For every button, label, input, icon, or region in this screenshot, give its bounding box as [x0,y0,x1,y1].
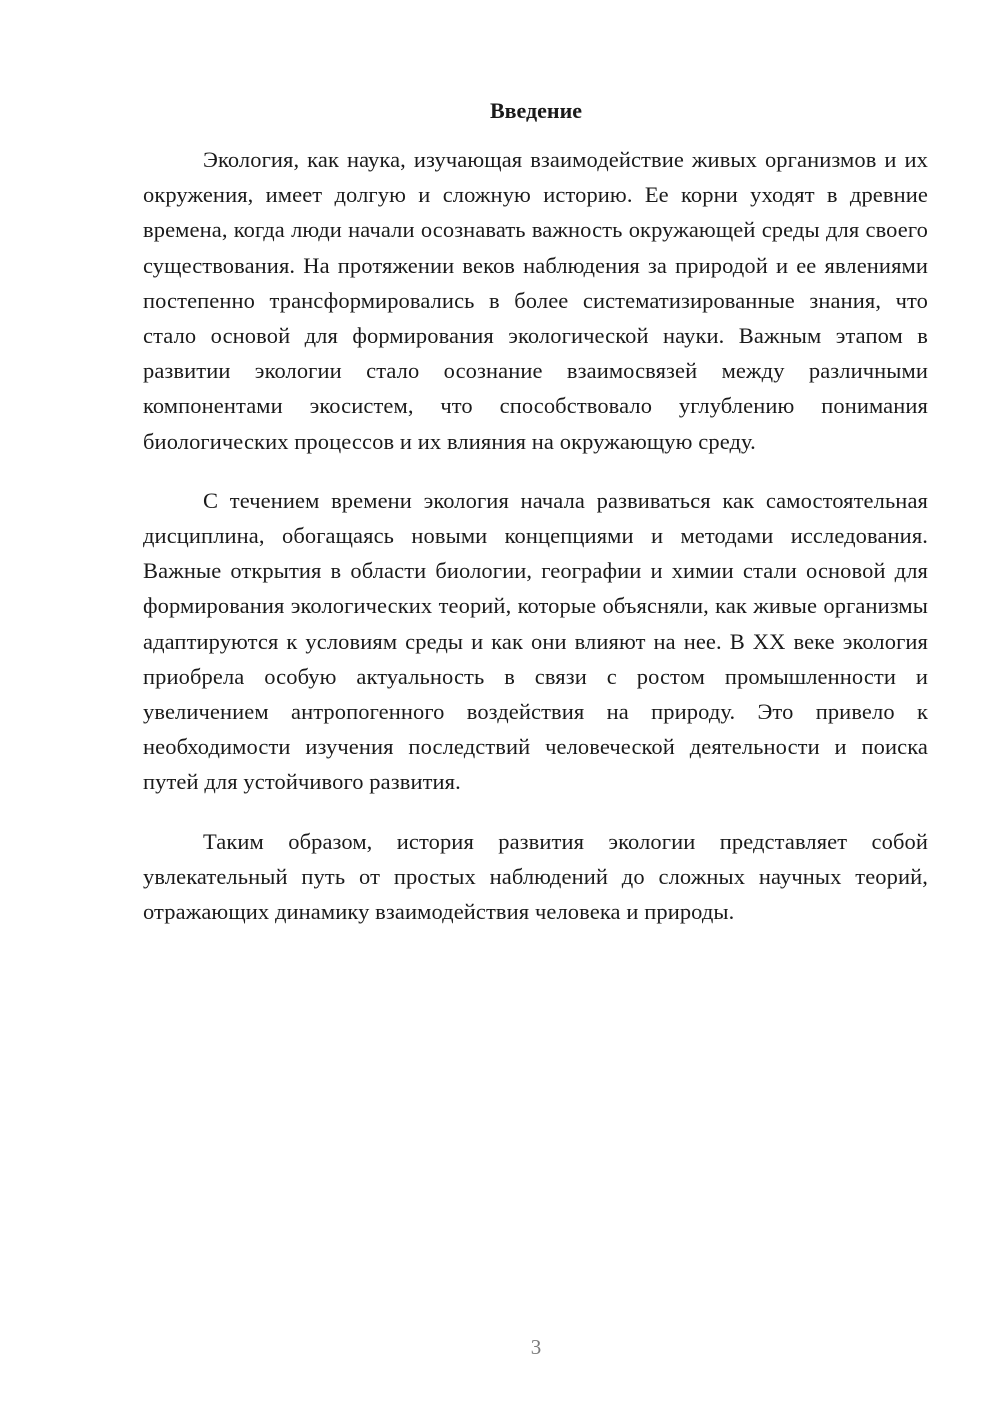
paragraph-1: Экология, как наука, изучающая взаимодействие живых организмов и их окружения, имеет долгую и сложную историю. Ее корни уходят в древние времена, когда люди начали осознавать важность окружающей среды для своего существования. На протяжении веков наблюдения за природой и ее явлениями постепенно трансформировались в более систематизированные знания, что стало основой для формирования экологической науки. Важным этапом в развитии экологии стало осознание взаимосвязей между различными компонентами экосистем, что способствовало углублению понимания биологических процессов и их влияния на окружающую среду. [143,147,928,454]
page-title: Введение [489,98,583,123]
paragraph-3: Таким образом, история развития экологии представляет собой увлекательный путь от простых наблюдений до сложных научных теорий, отражающих динамику взаимодействия человека и природы. [143,828,928,925]
paragraph-2: С течением времени экология начала развиваться как самостоятельная дисциплина, обогащаясь новыми концепциями и методами исследования. Важные открытия в области биологии, географии и химии стали основой для формирования экологических теорий, которые объясняли, как живые организмы адаптируются к условиям среды и как они влияют на нее. В XX веке экология приобрела особую актуальность в связи с ростом промышленности и увеличением антропогенного воздействия на природу. Это привело к необходимости изучения последствий человеческой деятельности и поиска путей для устойчивого развития. [143,487,928,795]
page-number: 3 [530,1335,542,1359]
document-body [143,142,928,953]
